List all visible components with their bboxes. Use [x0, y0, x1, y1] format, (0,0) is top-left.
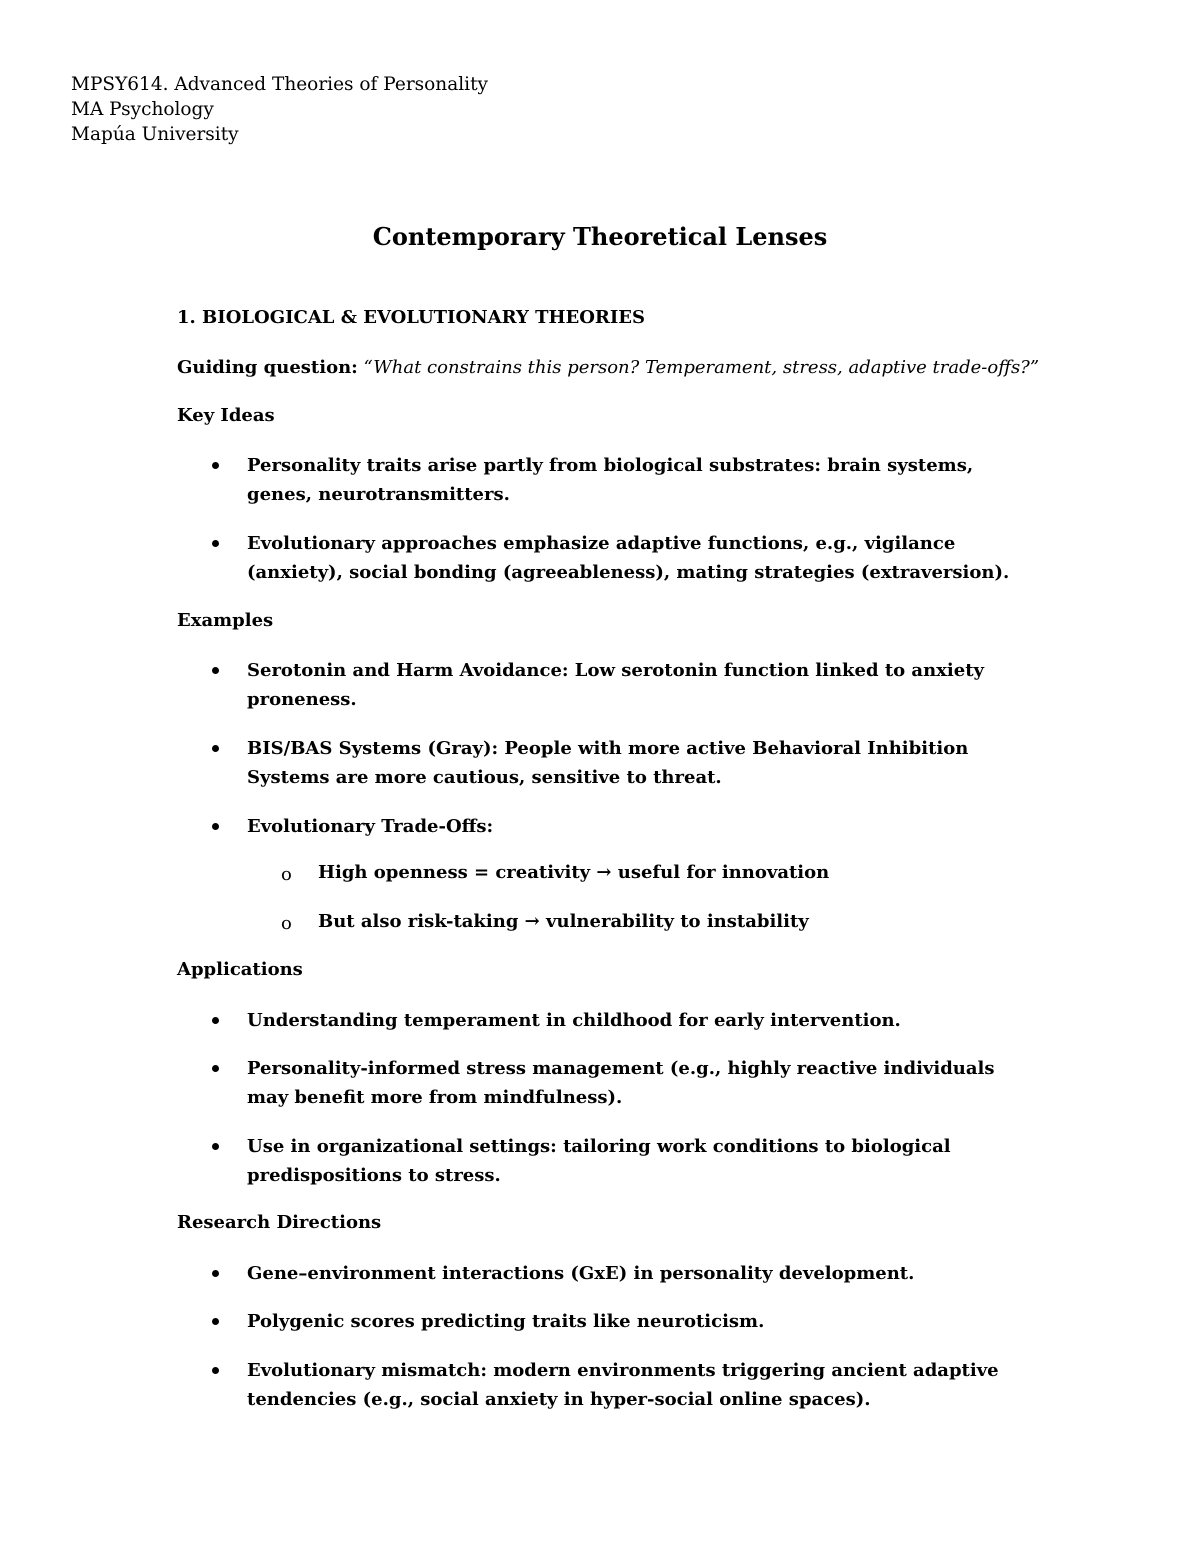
bullet-icon — [210, 1310, 224, 1324]
bullet-icon — [210, 1359, 224, 1373]
examples-heading: Examples — [177, 610, 274, 631]
guiding-question — [177, 356, 1039, 380]
list-item: Personality traits arise partly from biological substrates: brain systems, genes, neurotransmitters. — [247, 455, 974, 505]
list-item: Polygenic scores predicting traits like neuroticism. — [247, 1311, 765, 1332]
bullet-icon — [210, 1009, 224, 1023]
bullet-icon — [210, 532, 224, 546]
university-line: Mapúa University — [71, 124, 239, 145]
list-item: Evolutionary approaches emphasize adaptive functions, e.g., vigilance (anxiety), social bonding (agreeableness), mating strategies (extraversion). — [247, 533, 1010, 583]
guiding-question-label: Guiding question: — [177, 357, 358, 378]
bullet-icon — [210, 454, 224, 468]
list-item: Understanding temperament in childhood for early intervention. — [247, 1010, 901, 1031]
program-line: MA Psychology — [71, 99, 214, 120]
sub-bullet-icon: o — [281, 864, 292, 885]
bullet-icon — [210, 1135, 224, 1149]
list-item: Evolutionary mismatch: modern environments triggering ancient adaptive tendencies (e.g., social anxiety in hyper-social online spaces). — [247, 1360, 999, 1410]
bullet-icon — [210, 1262, 224, 1276]
key-ideas-heading: Key Ideas — [177, 405, 275, 426]
bullet-icon — [210, 815, 224, 829]
sub-bullet-icon: o — [281, 913, 292, 934]
section-heading: 1. BIOLOGICAL & EVOLUTIONARY THEORIES — [177, 307, 645, 328]
research-directions-heading: Research Directions — [177, 1212, 382, 1233]
guiding-question-text: “What constrains this person? Temperament, stress, adaptive trade-offs?” — [363, 357, 1040, 378]
applications-heading: Applications — [177, 959, 303, 980]
course-code-line: MPSY614. Advanced Theories of Personality — [71, 74, 488, 95]
list-item: Evolutionary Trade-Offs: — [247, 816, 494, 837]
bullet-icon — [210, 1057, 224, 1071]
list-item: Gene–environment interactions (GxE) in personality development. — [247, 1263, 915, 1284]
list-item: Personality-informed stress management (e.g., highly reactive individuals may benefit more from mindfulness). — [247, 1058, 995, 1108]
document-title: Contemporary Theoretical Lenses — [372, 222, 828, 251]
list-item: BIS/BAS Systems (Gray): People with more active Behavioral Inhibition Systems are more cautious, sensitive to threat. — [247, 738, 969, 788]
bullet-icon — [210, 737, 224, 751]
bullet-icon — [210, 659, 224, 673]
sub-list-item: High openness = creativity → useful for innovation — [318, 862, 830, 883]
list-item: Serotonin and Harm Avoidance: Low serotonin function linked to anxiety proneness. — [247, 660, 984, 710]
list-item: Use in organizational settings: tailoring work conditions to biological predispositions to stress. — [247, 1136, 951, 1186]
sub-list-item: But also risk-taking → vulnerability to instability — [318, 911, 809, 932]
